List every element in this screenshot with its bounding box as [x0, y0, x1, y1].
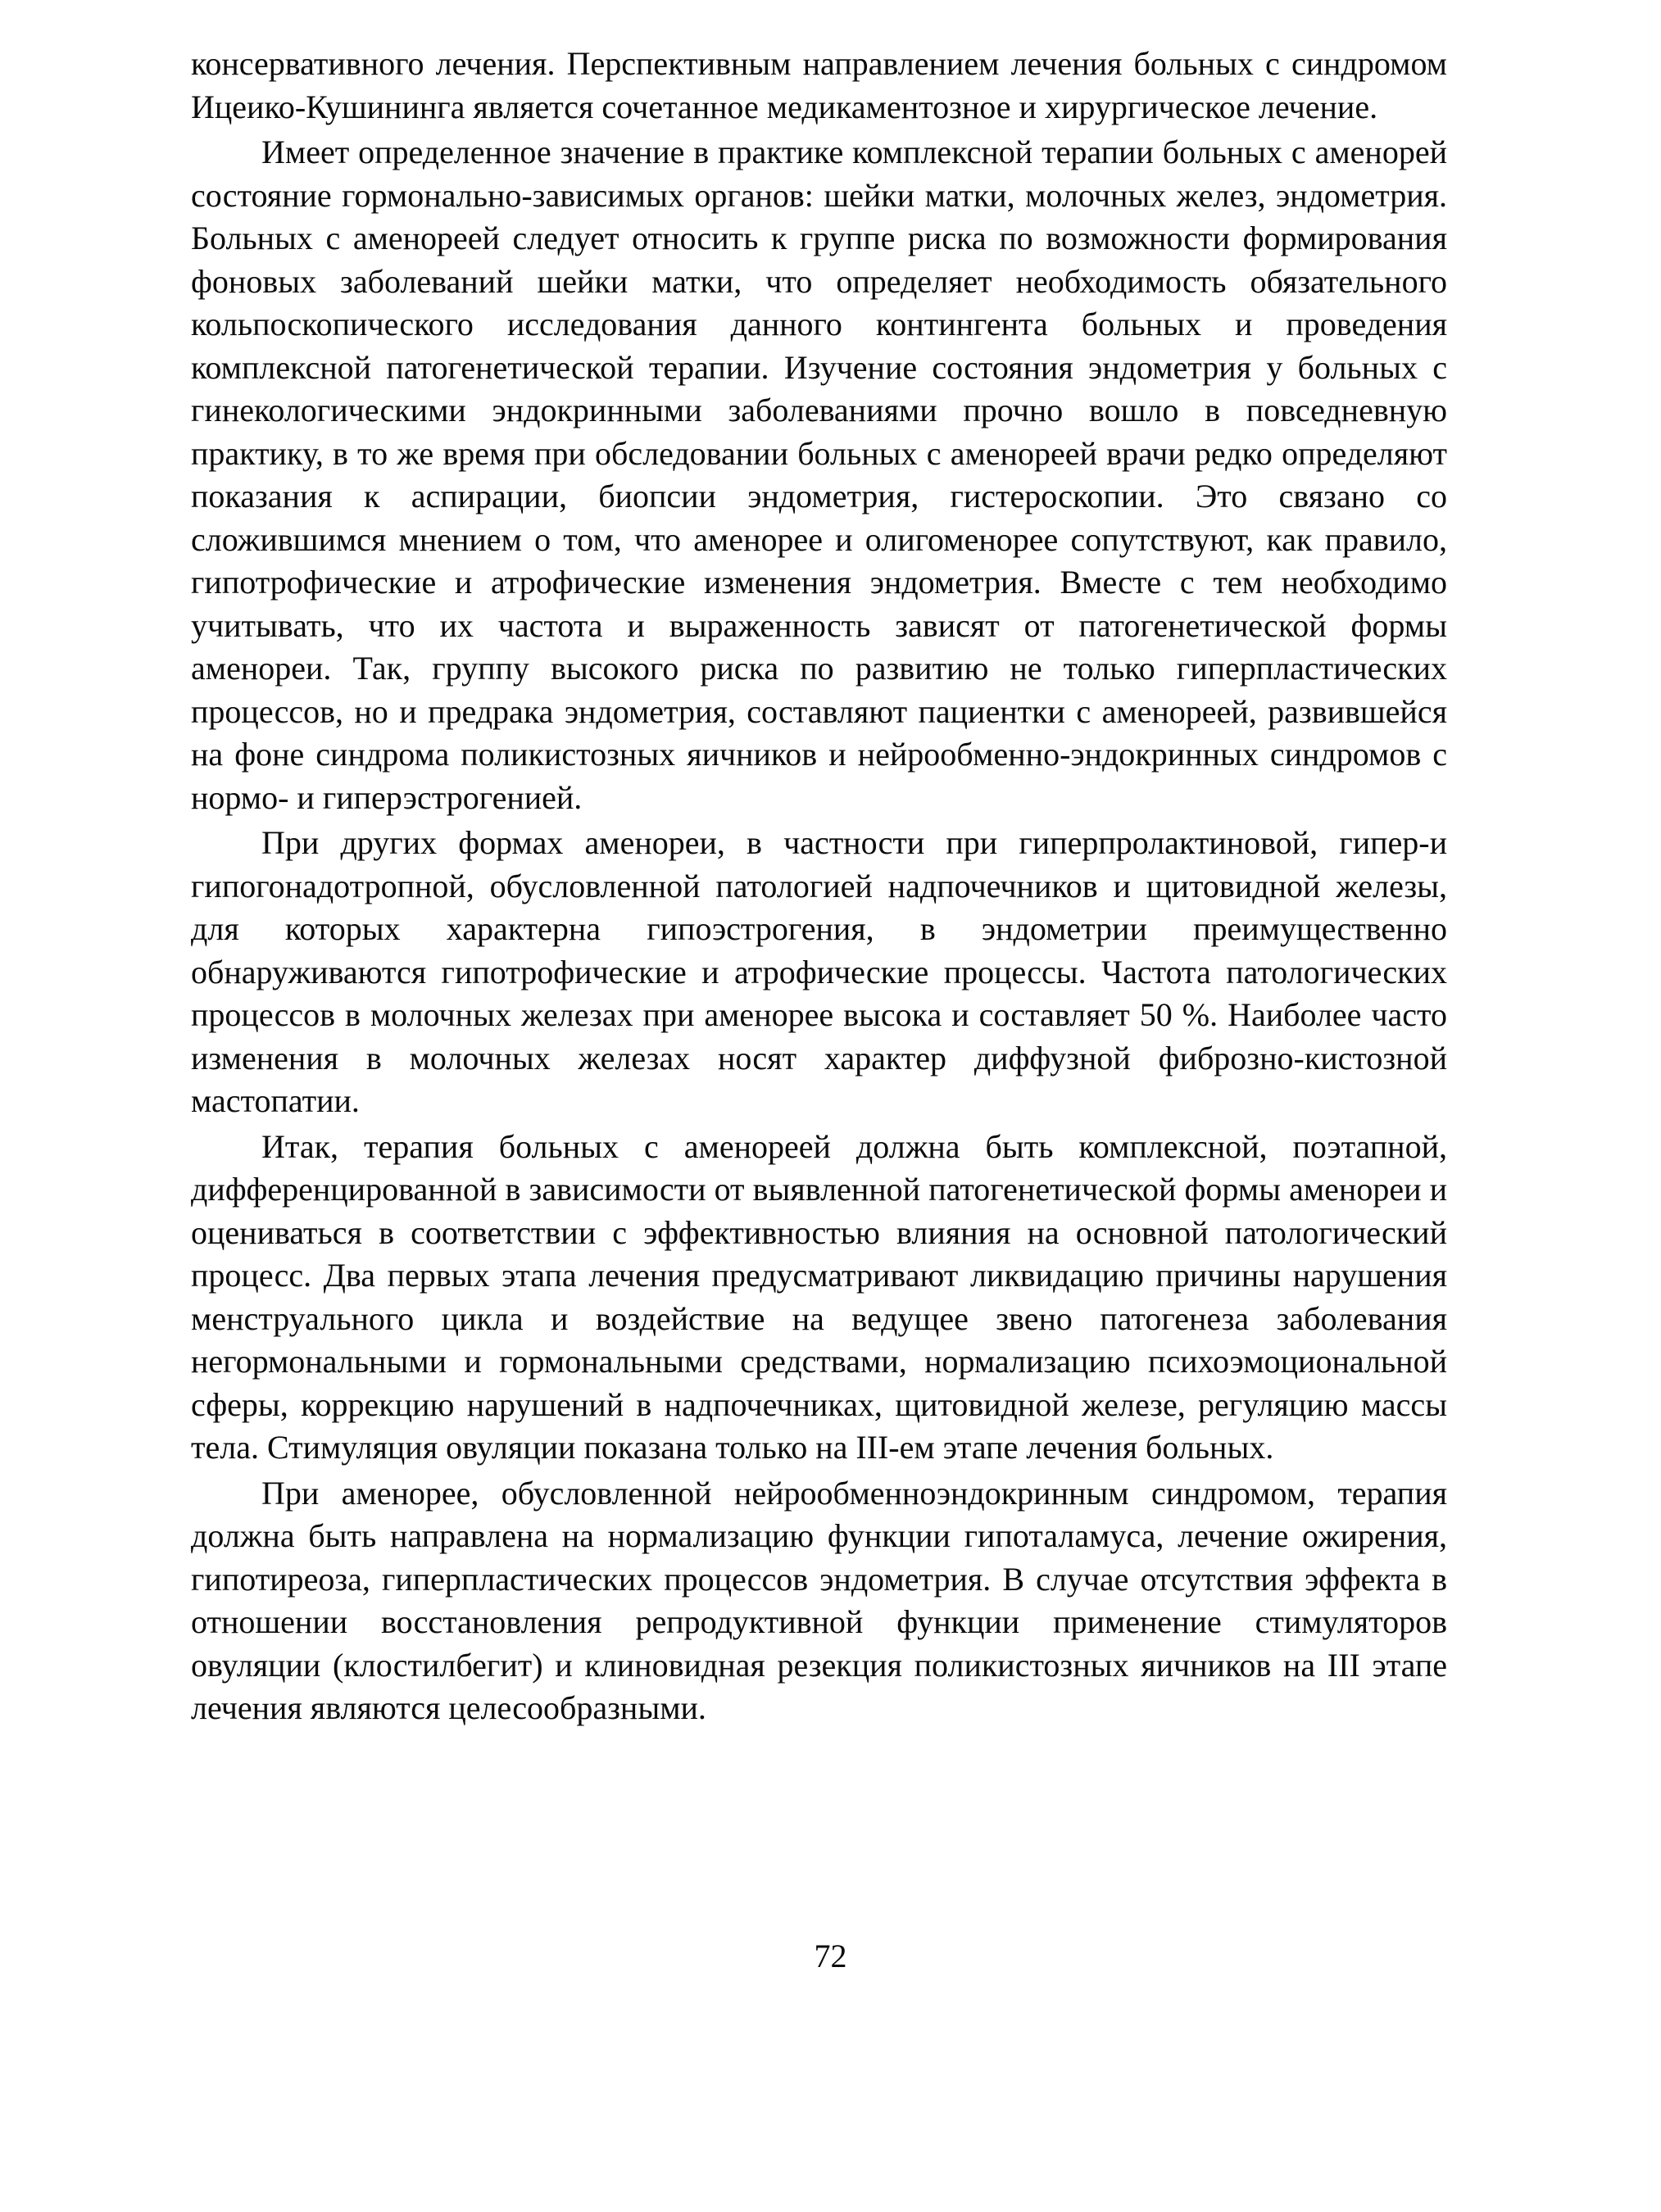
body-text — [191, 43, 1447, 1733]
paragraph-4: Итак, терапия больных с аменореей должна быть комплексной, поэтапной, дифференцированной в зависимости от выявленной патогенетической формы аменореи и оцениваться в соответствии с эффективностью влияния на основной патологический процесс. Два первых этапа лечения предусматривают ликвидацию причины нарушения менструального цикла и воздействие на ведущее звено патогенеза заболевания негормональными и гормональными средствами, нормализацию психоэмоциональной сферы, коррекцию нарушений в надпочечниках, щитовидной железе, регуляцию массы тела. Стимуляция овуляции показана только на III-ем этапе лечения больных. — [191, 1127, 1447, 1466]
paragraph-1: консервативного лечения. Перспективным направлением лечения больных с синдромом Ицеико-Кушининга является сочетанное медикаментозное и хирургическое лечение. — [191, 45, 1447, 125]
paragraph-5: При аменорее, обусловленной нейрообменноэндокринным синдромом, терапия должна быть направлена на нормализацию функции гипоталамуса, лечение ожирения, гипотиреоза, гиперпластических процессов эндометрия. В случае отсутствия эффекта в отношении восстановления репродуктивной функции применение стимуляторов овуляции (клостилбегит) и клиновидная резекция поликистозных яичников на III этапе лечения являются целесообразными. — [191, 1474, 1447, 1726]
paragraph-3: При других формах аменореи, в частности при гиперпролактиновой, гипер-и гипогонадотропной, обусловленной патологией надпочечников и щитовидной железы, для которых характерна гипоэстрогения, в эндометрии преимущественно обнаруживаются гипотрофические и атрофические процессы. Частота патологических процессов в молочных железах при аменорее высока и составляет 50 %. Наиболее часто изменения в молочных железах носят характер диффузной фиброзно-кистозной мастопатии. — [191, 824, 1447, 1119]
page-number: 72 — [814, 1938, 847, 1974]
paragraph-2: Имеет определенное значение в практике комплексной терапии больных с аменорей состояние гормонально-зависимых органов: шейки матки, молочных желез, эндометрия. Больных с аменореей следует относить к группе риска по возможности формирования фоновых заболеваний шейки матки, что определяет необходимость обязательного кольпоскопического исследования данного контингента больных и проведения комплексной патогенетической терапии. Изучение состояния эндометрия у больных с гинекологическими эндокринными заболеваниями прочно вошло в повседневную практику, в то же время при обследовании больных с аменореей врачи редко определяют показания к аспирации, биопсии эндометрия, гистероскопии. Это связано со сложившимся мнением о том, что аменорее и олигоменорее сопутствуют, как правило, гипотрофические и атрофические изменения эндометрия. Вместе с тем необходимо учитывать, что их частота и выраженность зависят от патогенетической формы аменореи. Так, группу высокого риска по развитию не только гиперпластических процессов, но и предрака эндометрия, составляют пациентки с аменореей, развившейся на фоне синдрома поликистозных яичников и нейрообменно-эндокринных синдромов с нормо- и гиперэстрогенией. — [191, 134, 1447, 816]
